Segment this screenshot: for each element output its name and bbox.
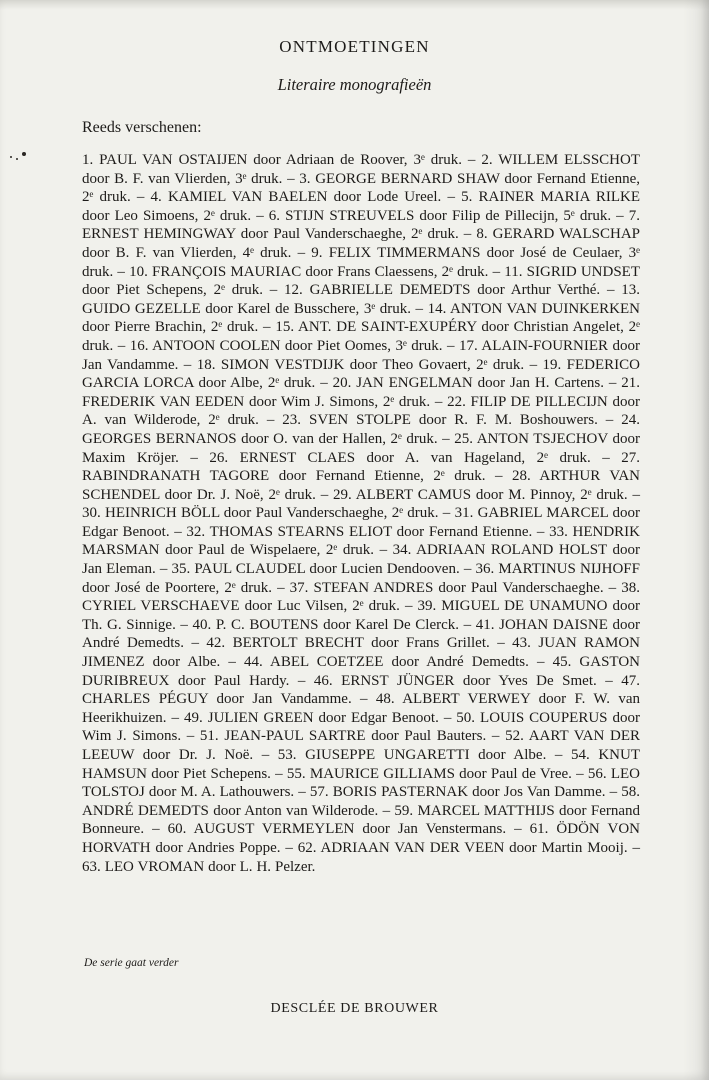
ink-speck <box>22 152 26 156</box>
paper-right-edge <box>683 0 709 1080</box>
ink-speck <box>16 158 18 160</box>
intro-label: Reeds verschenen: <box>82 119 202 136</box>
series-subtitle: Literaire monografieën <box>277 75 432 94</box>
paper-top-edge <box>0 0 709 10</box>
catalog-list: 1. PAUL VAN OSTAIJEN door Adriaan de Roover, 3ᵉ druk. – 2. WILLEM ELSSCHOT door B. F. van Vlierden, 3ᵉ druk. – 3. GEORGE BERNARD SHAW door Fernand Etienne, 2ᵉ druk. – 4. KAMIEL VAN BAELEN door Lode Ureel. – 5. RAINER MARIA RILKE door Leo Simoens, 2ᵉ druk. – 6. STIJN STREUVELS door Filip de Pillecijn, 5ᵉ druk. – 7. ERNEST HEMINGWAY door Paul Vanderschaeghe, 2ᵉ druk. – 8. GERARD WALSCHAP door B. F. van Vlierden, 4ᵉ druk. – 9. FELIX TIMMERMANS door José de Ceulaer, 3ᵉ druk. – 10. FRANÇOIS MAURIAC door Frans Claessens, 2ᵉ druk. – 11. SIGRID UNDSET door Piet Schepens, 2ᵉ druk. – 12. GABRIELLE DEMEDTS door Arthur Verthé. – 13. GUIDO GEZELLE door Karel de Busschere, 3ᵉ druk. – 14. ANTON VAN DUINKERKEN door Pierre Brachin, 2ᵉ druk. – 15. ANT. DE SAINT-EXUPÉRY door Christian Angelet, 2ᵉ druk. – 16. ANTOON COOLEN door Piet Oomes, 3ᵉ druk. – 17. ALAIN-FOURNIER door Jan Vandamme. – 18. SIMON VESTDIJK door Theo Govaert, 2ᵉ druk. – 19. FEDERICO GARCIA LORCA door Albe, 2ᵉ druk. – 20. JAN ENGELMAN door Jan H. Cartens. – 21. FREDERIK VAN EEDEN door Wim J. Simons, 2ᵉ druk. – 22. FILIP DE PILLECIJN door A. van Wilderode, 2ᵉ druk. – 23. SVEN STOLPE door R. F. M. Boshouwers. – 24. GEORGES BERNANOS door O. van der Hallen, 2ᵉ druk. – 25. ANTON TSJECHOV door Maxim Kröjer. – 26. ERNEST CLAES door A. van Hageland, 2ᵉ druk. – 27. RABINDRANATH TAGORE door Fernand Etienne, 2ᵉ druk. – 28. ARTHUR VAN SCHENDEL door Dr. J. Noë, 2ᵉ druk. – 29. ALBERT CAMUS door M. Pinnoy, 2ᵉ druk. – 30. HEINRICH BÖLL door Paul Vanderschaeghe, 2ᵉ druk. – 31. GABRIEL MARCEL door Edgar Benoot. – 32. THOMAS STEARNS ELIOT door Fernand Etienne. – 33. HENDRIK MARSMAN door Paul de Wispelaere, 2ᵉ druk. – 34. ADRIAAN ROLAND HOLST door Jan Eleman. – 35. PAUL CLAUDEL door Lucien Dendooven. – 36. MARTINUS NIJHOFF door José de Poortere, 2ᵉ druk. – 37. STEFAN ANDRES door Paul Vanderschaeghe. – 38. CYRIEL VERSCHAEVE door Luc Vilsen, 2ᵉ druk. – 39. MIGUEL DE UNAMUNO door Th. G. Sinnige. – 40. P. C. BOUTENS door Karel De Clerck. – 41. JOHAN DAISNE door André Demedts. – 42. BERTOLT BRECHT door Frans Grillet. – 43. JUAN RAMON JIMENEZ door Albe. – 44. ABEL COETZEE door André Demedts. – 45. GASTON DURIBREUX door Paul Hardy. – 46. ERNST JÜNGER door Yves De Smet. – 47. CHARLES PÉGUY door Jan Vandamme. – 48. ALBERT VERWEY door F. W. van Heerikhuizen. – 49. JULIEN GREEN door Edgar Benoot. – 50. LOUIS COUPERUS door Wim J. Simons. – 51. JEAN-PAUL SARTRE door Paul Bauters. – 52. AART VAN DER LEEUW door Dr. J. Noë. – 53. GIUSEPPE UNGARETTI door Albe. – 54. KNUT HAMSUN door Piet Schepens. – 55. MAURICE GILLIAMS door Paul de Vree. – 56. LEO TOLSTOJ door M. A. Lathouwers. – 57. BORIS PASTERNAK door Jos Van Damme. – 58. ANDRÉ DEMEDTS door Anton van Wilderode. – 59. MARCEL MATTHIJS door Fernand Bonneure. – 60. AUGUST VERMEYLEN door Jan Venstermans. – 61. ÖDÖN VON HORVATH door Andries Poppe. – 62. ADRIAAN VAN DER VEEN door Martin Mooij. – 63. LEO VROMAN door L. H. Pelzer. <box>82 152 640 875</box>
series-title: ONTMOETINGEN <box>279 37 430 56</box>
ink-speck <box>10 156 12 158</box>
series-continues-note: De serie gaat verder <box>84 957 179 969</box>
publisher-name: DESCLÉE DE BROUWER <box>270 1001 439 1016</box>
